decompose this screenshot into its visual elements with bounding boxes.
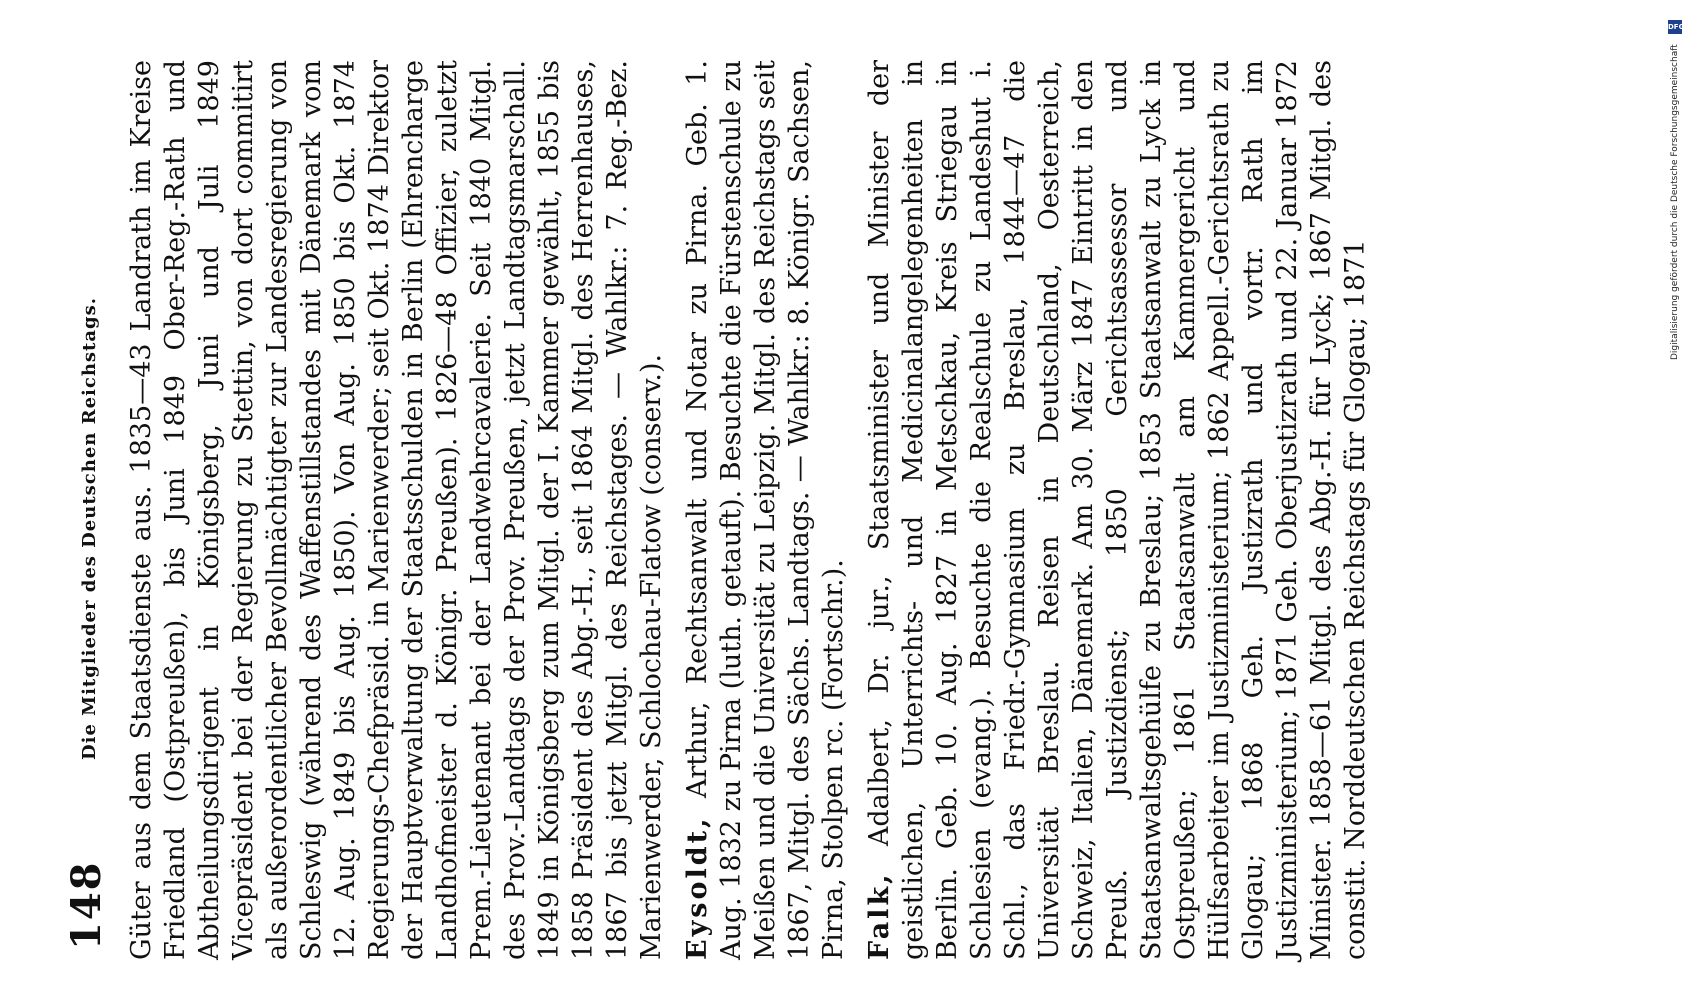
page-header	[55, 60, 115, 960]
entry-name: Eysoldt,	[682, 815, 713, 960]
entry-text: Arthur, Rechtsanwalt und Notar zu Pirna. Geb. 1. Aug. 1832 zu Pirna (luth. getauft). Besuchte die Fürstenschule zu Meißen und die Universität zu Leipzig. Mitgl. des Reichstags seit 1867, Mitgl. des Sächs. Landtags. — Wahlkr.: 8. Königr. Sachsen, Pirna, Stolpen rc. (Fortschr.).	[682, 60, 849, 960]
funding-credit: Digitalisierung gefördert durch die Deutsche Forschungsgemeinschaft	[1670, 44, 1680, 360]
entry-paragraph-eysoldt	[681, 60, 851, 960]
entry-paragraph-1	[125, 60, 669, 960]
entry-name: Falk,	[864, 871, 895, 960]
entry-text: Güter aus dem Staatsdienste aus. 1835—43 Landrath im Kreise Friedland (Ostpreußen), bis Juni 1849 Ober-Reg.-Rath und Abtheilungsdirigent in Königsberg, Juni und Juli 1849 Vicepräsident bei der Regierung zu Stettin, von dort commitirt als außerordentlicher Bevollmächtigter zur Landesregierung von Schleswig (während des Waffenstillstandes mit Dänemark vom 12. Aug. 1849 bis Aug. 1850). Von Aug. 1850 bis Okt. 1874 Regierungs-Chefpräsid. in Marienwerder; seit Okt. 1874 Direktor der Hauptverwaltung der Staatsschulden in Berlin (Ehrencharge Landhofmeister d. Königr. Preußen). 1826—48 Offizier, zuletzt Prem.-Lieutenant bei der Landwehrcavalerie. Seit 1840 Mitgl. des Prov.-Landtags der Prov. Preußen, jetzt Landtagsmarschall. 1849 in Königsberg zum Mitgl. der I. Kammer gewählt, 1855 bis 1858 Präsident des Abg.-H., seit 1864 Mitgl. des Herrenhauses, 1867 bis jetzt Mitgl. des Reichstages. — Wahlkr.: 7. Reg.-Bez. Marienwerder, Schlochau-Flatow (conserv.).	[126, 60, 667, 960]
page-number: 148	[63, 860, 110, 950]
running-head: Die Mitglieder des Deutschen Reichstags.	[79, 296, 100, 760]
rotated-book-page	[55, 60, 1635, 960]
entry-text: Adalbert, Dr. jur., Staatsminister und Minister der geistlichen, Unterrichts- und Medicinalangelegenheiten in Berlin. Geb. 10. Aug. 1827 in Metschkau, Kreis Striegau in Schlesien (evang.). Besuchte die Realschule zu Landeshut i. Schl., das Friedr.-Gymnasium zu Breslau, 1844—47 die Universität Breslau. Reisen in Deutschland, Oesterreich, Schweiz, Italien, Dänemark. Am 30. März 1847 Eintritt in den Preuß. Justizdienst; 1850 Gerichtsassessor und Staatsanwaltsgehülfe zu Breslau; 1853 Staatsanwalt zu Lyck in Ostpreußen; 1861 Staatsanwalt am Kammergericht und Hülfsarbeiter im Justizministerium; 1862 Appell.-Gerichtsrath zu Glogau; 1868 Geh. Justizrath und vortr. Rath im Justizministerium; 1871 Geh. Oberjustizrath und 22. Januar 1872 Minister. 1858—61 Mitgl. des Abg.-H. für Lyck; 1867 Mitgl. des constit. Norddeutschen Reichstags für Glogau; 1871	[864, 60, 1371, 960]
dfg-logo: DFG	[1668, 20, 1682, 34]
entry-paragraph-falk	[863, 60, 1373, 960]
page-body	[125, 60, 1385, 960]
